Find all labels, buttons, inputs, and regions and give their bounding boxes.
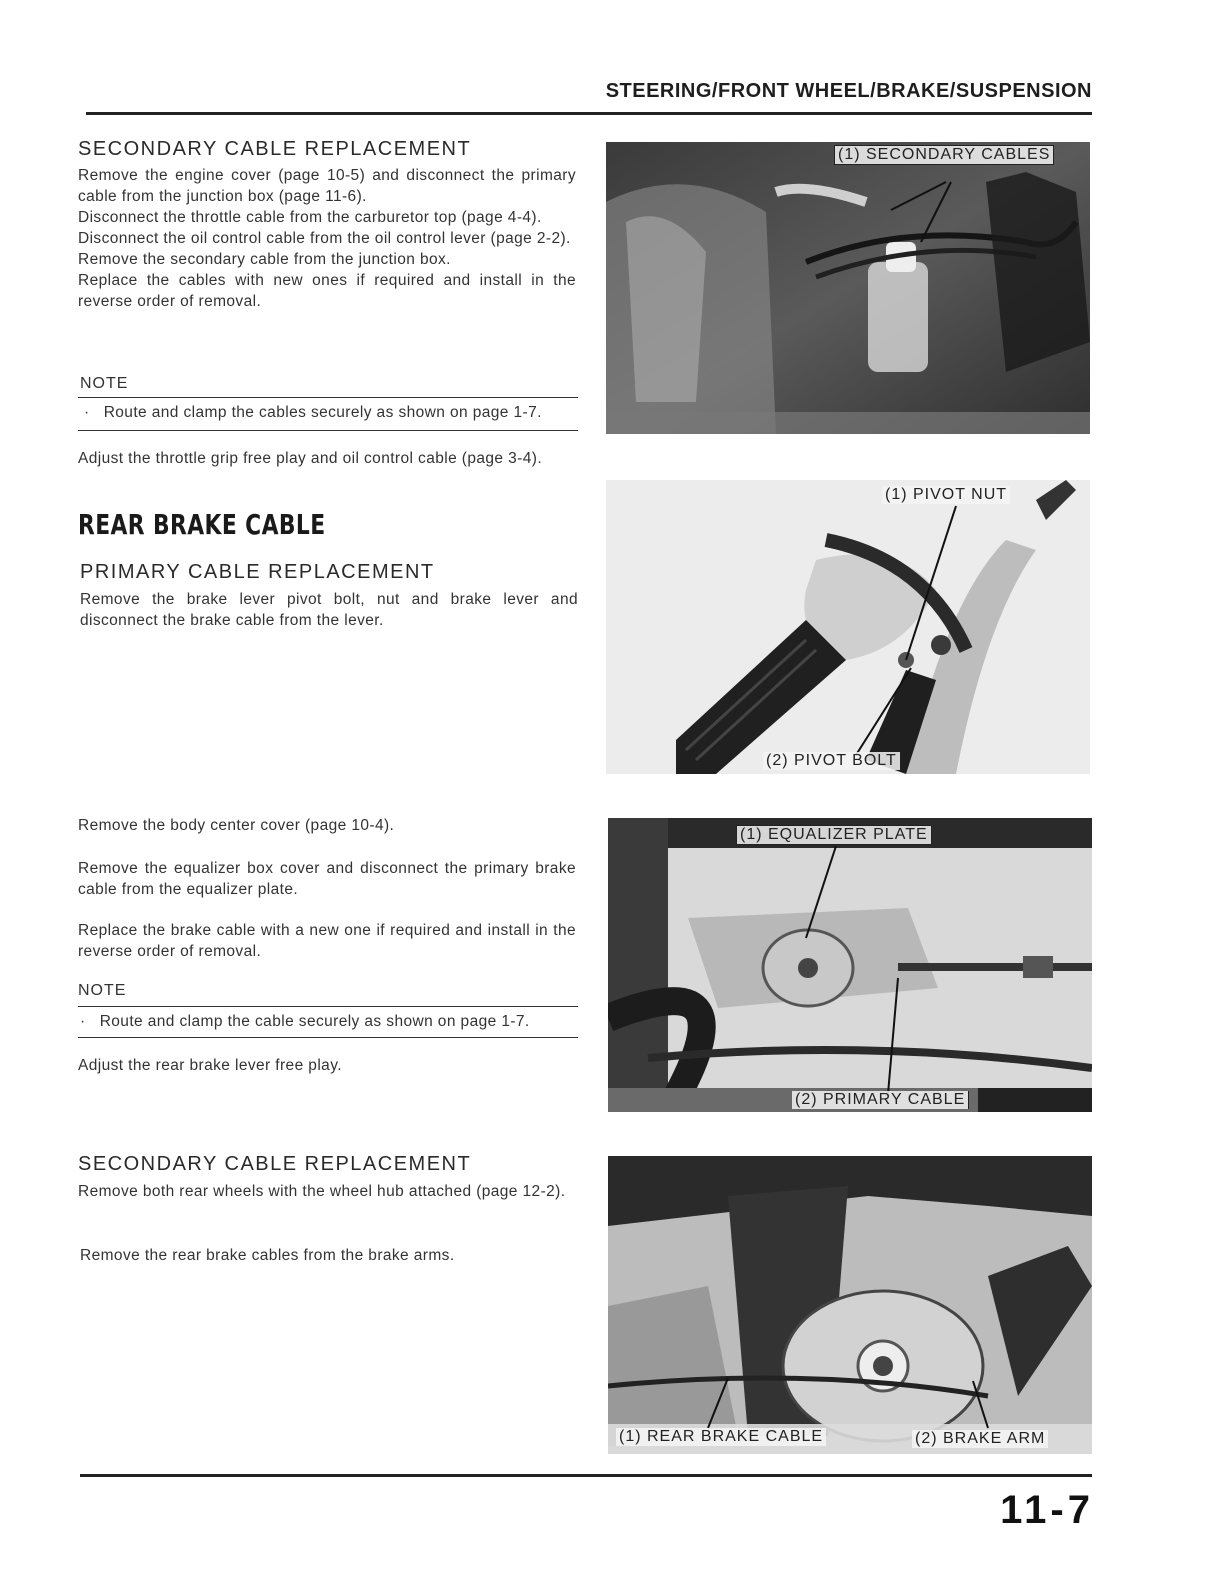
photo-secondary-cables-art: [606, 142, 1090, 434]
photo-pivot-bolt-art: [606, 480, 1090, 774]
section1-after-note: Adjust the throttle grip free play and oil control cable (page 3-4).: [78, 450, 543, 467]
page-number: 11-7: [1000, 1488, 1094, 1532]
figure-label-rear-brake-cable: (1) REAR BRAKE CABLE: [616, 1428, 826, 1446]
primary-cable-text: Remove the brake lever pivot bolt, nut and brake lever and disconnect the brake cable from the lever.: [80, 591, 578, 629]
photo-pivot-bolt: [606, 480, 1090, 774]
section1-paragraph: Disconnect the oil control cable from the oil control lever (page 2-2).: [78, 230, 571, 247]
page-header-title: STEERING/FRONT WHEEL/BRAKE/SUSPENSION: [605, 80, 1092, 102]
note-top-rule: [78, 1006, 578, 1007]
figure-label-pivot-bolt: (2) PIVOT BOLT: [763, 752, 901, 770]
figure-label-brake-arm: (2) BRAKE ARM: [912, 1430, 1048, 1448]
figure-label-secondary-cables: (1) SECONDARY CABLES: [834, 145, 1054, 165]
note-bottom-rule: [78, 1037, 578, 1038]
photo-rear-brake-arm: [608, 1156, 1092, 1454]
figure-label-pivot-nut: (1) PIVOT NUT: [882, 486, 1010, 504]
bullet: ·: [84, 404, 104, 421]
secondary-step: Remove the rear brake cables from the brake arms.: [80, 1247, 455, 1264]
rear-step: Remove the body center cover (page 10-4).: [78, 817, 395, 834]
rear-step: Replace the brake cable with a new one if required and install in the reverse order of removal.: [78, 922, 576, 960]
secondary-cable-heading: SECONDARY CABLE REPLACEMENT: [78, 1153, 472, 1175]
note-label: NOTE: [78, 982, 127, 999]
section1-paragraph: Remove the secondary cable from the junction box.: [78, 251, 451, 268]
secondary-step: Remove both rear wheels with the wheel hub attached (page 12-2).: [78, 1183, 566, 1200]
figure-label-primary-cable: (2) PRIMARY CABLE: [792, 1091, 969, 1109]
figure-label-equalizer-plate: (1) EQUALIZER PLATE: [736, 825, 932, 845]
header-rule: [86, 112, 1092, 115]
rear-after-note: Adjust the rear brake lever free play.: [78, 1057, 342, 1074]
section1-paragraph: Disconnect the throttle cable from the carburetor top (page 4-4).: [78, 209, 542, 226]
section1-paragraph: Replace the cables with new ones if required and install in the reverse order of removal.: [78, 272, 576, 310]
bullet: ·: [80, 1013, 100, 1030]
primary-cable-heading: PRIMARY CABLE REPLACEMENT: [80, 561, 435, 583]
photo-equalizer-plate-art: [608, 818, 1092, 1112]
note-text: · Route and clamp the cable securely as shown on page 1-7.: [80, 1013, 530, 1030]
rear-brake-cable-title: REAR BRAKE CABLE: [78, 508, 326, 541]
note-bottom-rule: [78, 430, 578, 431]
photo-rear-brake-arm-art: [608, 1156, 1092, 1454]
note-label: NOTE: [80, 375, 129, 392]
note-text: · Route and clamp the cables securely as shown on page 1-7.: [84, 404, 542, 421]
section1-body: [78, 165, 576, 312]
photo-equalizer-plate: [608, 818, 1092, 1112]
footer-rule: [80, 1474, 1092, 1477]
photo-secondary-cables: [606, 142, 1090, 434]
rear-step: Remove the equalizer box cover and disconnect the primary brake cable from the equalizer plate.: [78, 860, 576, 898]
note-top-rule: [78, 397, 578, 398]
section-heading-secondary-cable: SECONDARY CABLE REPLACEMENT: [78, 138, 472, 160]
section1-paragraph: Remove the engine cover (page 10-5) and disconnect the primary cable from the junction box (page 11-6).: [78, 167, 576, 205]
